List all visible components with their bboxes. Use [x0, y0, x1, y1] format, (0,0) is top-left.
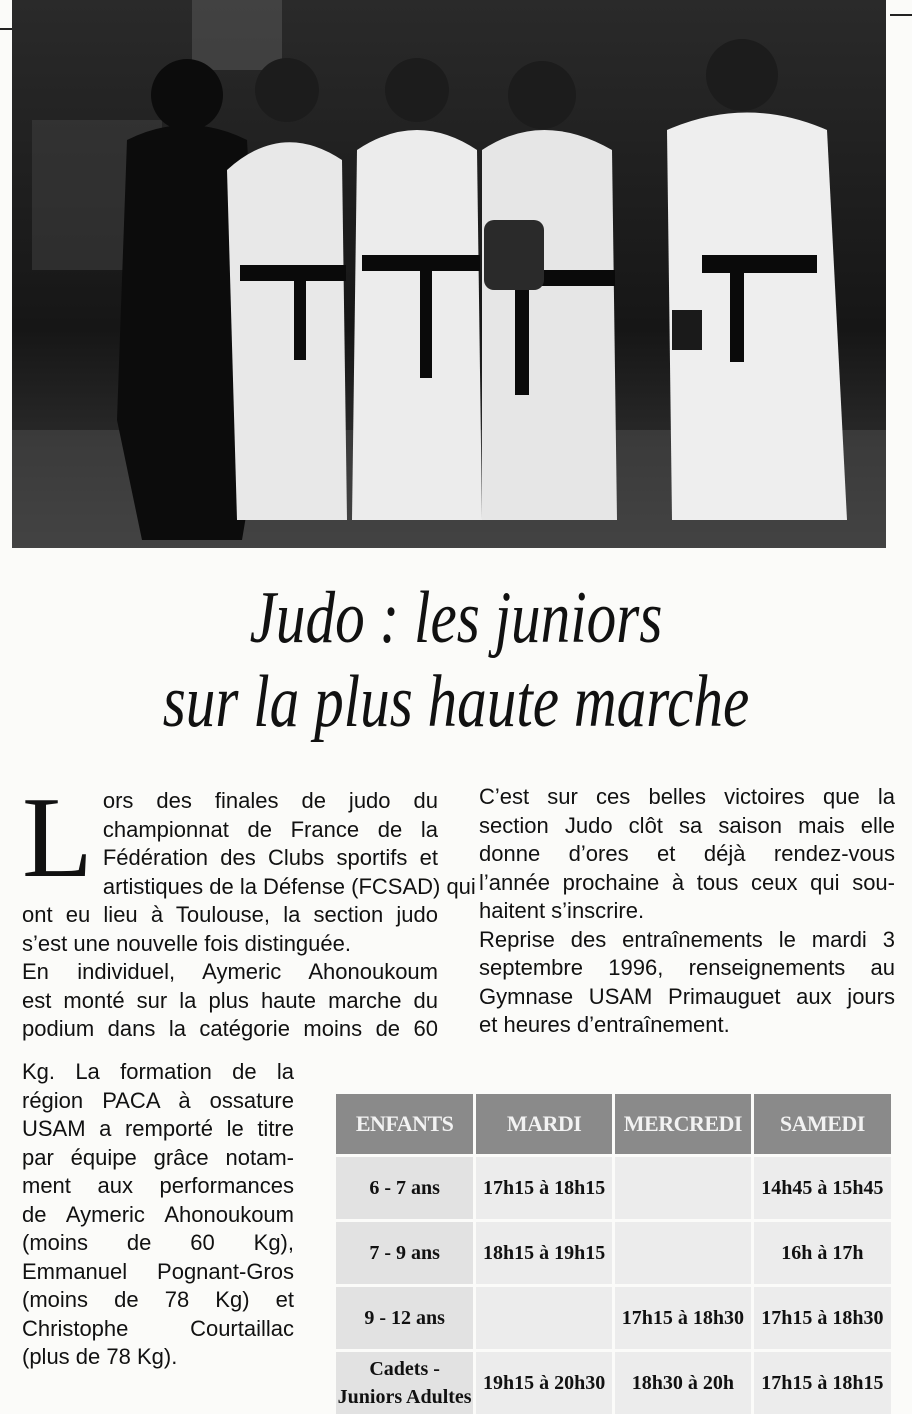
left-narrow-line: (moins de 78 Kg) et [22, 1286, 294, 1315]
left-line: Fédération des Clubs sportifs et [22, 844, 438, 873]
age-group-cell: 7 - 9 ans [336, 1221, 475, 1286]
left-line: En individuel, Aymeric Ahonoukoum [22, 958, 438, 987]
left-line: s’est une nouvelle fois distinguée. [22, 930, 438, 959]
table-row [336, 1156, 891, 1221]
judokas-photo [12, 0, 886, 548]
header-mardi: MARDI [475, 1094, 614, 1156]
table-row [336, 1286, 891, 1351]
edge-rule-right [890, 14, 912, 16]
left-line: est monté sur la plus haute marche du [22, 987, 438, 1016]
mardi-cell: 18h15 à 19h15 [475, 1221, 614, 1286]
left-narrow-line: USAM a remporté le titre [22, 1115, 294, 1144]
left-narrow-line: Christophe Courtaillac [22, 1315, 294, 1344]
left-narrow-line: de Aymeric Ahonoukoum [22, 1201, 294, 1230]
headline-line-2: sur la plus haute marche [91, 660, 821, 744]
left-column [22, 787, 438, 1044]
left-narrow-line: (plus de 78 Kg). [22, 1343, 294, 1372]
mercredi-cell [614, 1221, 753, 1286]
mardi-cell: 19h15 à 20h30 [475, 1351, 614, 1414]
right-line: Gymnase USAM Primauguet aux jours [479, 983, 895, 1012]
left-narrow-line: Kg. La formation de la [22, 1058, 294, 1087]
left-narrow-line: Emmanuel Pognant-Gros [22, 1258, 294, 1287]
left-narrow-line: (moins de 60 Kg), [22, 1229, 294, 1258]
mercredi-cell [614, 1156, 753, 1221]
right-line: Reprise des entraînements le mardi 3 [479, 926, 895, 955]
edge-rule-left [0, 28, 12, 30]
right-line: haitent s’inscrire. [479, 897, 895, 926]
right-line: donne d’ores et déjà rendez-vous [479, 840, 895, 869]
table-row [336, 1351, 891, 1414]
left-narrow-line: ment aux performances [22, 1172, 294, 1201]
samedi-cell: 16h à 17h [752, 1221, 891, 1286]
samedi-cell: 17h15 à 18h15 [752, 1351, 891, 1414]
age-group-cell: 9 - 12 ans [336, 1286, 475, 1351]
article-headline [91, 576, 821, 744]
mercredi-cell: 17h15 à 18h30 [614, 1286, 753, 1351]
mardi-cell: 17h15 à 18h15 [475, 1156, 614, 1221]
left-column-narrow [22, 1058, 294, 1372]
samedi-cell: 14h45 à 15h45 [752, 1156, 891, 1221]
headline-line-1: Judo : les juniors [91, 576, 821, 660]
drop-cap: L [22, 793, 93, 883]
samedi-cell: 17h15 à 18h30 [752, 1286, 891, 1351]
left-line: artistiques de la Défense (FCSAD) qui [22, 873, 438, 902]
age-group-cell: Cadets - Juniors Adultes [336, 1351, 475, 1414]
training-schedule-table [336, 1094, 891, 1394]
mardi-cell [475, 1286, 614, 1351]
header-mercredi: MERCREDI [614, 1094, 753, 1156]
left-line: ont eu lieu à Toulouse, la section judo [22, 901, 438, 930]
table-row [336, 1221, 891, 1286]
right-column [479, 783, 895, 1040]
header-samedi: SAMEDI [752, 1094, 891, 1156]
mercredi-cell: 18h30 à 20h [614, 1351, 753, 1414]
right-line: section Judo clôt sa saison mais elle [479, 812, 895, 841]
left-line: championnat de France de la [22, 816, 438, 845]
right-line: septembre 1996, renseignements au [479, 954, 895, 983]
header-enfants: ENFANTS [336, 1094, 475, 1156]
right-line: l’année prochaine à tous ceux qui sou- [479, 869, 895, 898]
age-group-cell: 6 - 7 ans [336, 1156, 475, 1221]
left-line: podium dans la catégorie moins de 60 [22, 1015, 438, 1044]
left-narrow-line: par équipe grâce notam- [22, 1144, 294, 1173]
left-line: ors des finales de judo du [22, 787, 438, 816]
schedule-header-row [336, 1094, 891, 1156]
right-line: C’est sur ces belles victoires que la [479, 783, 895, 812]
right-line: et heures d’entraînement. [479, 1011, 895, 1040]
left-narrow-line: région PACA à ossature [22, 1087, 294, 1116]
